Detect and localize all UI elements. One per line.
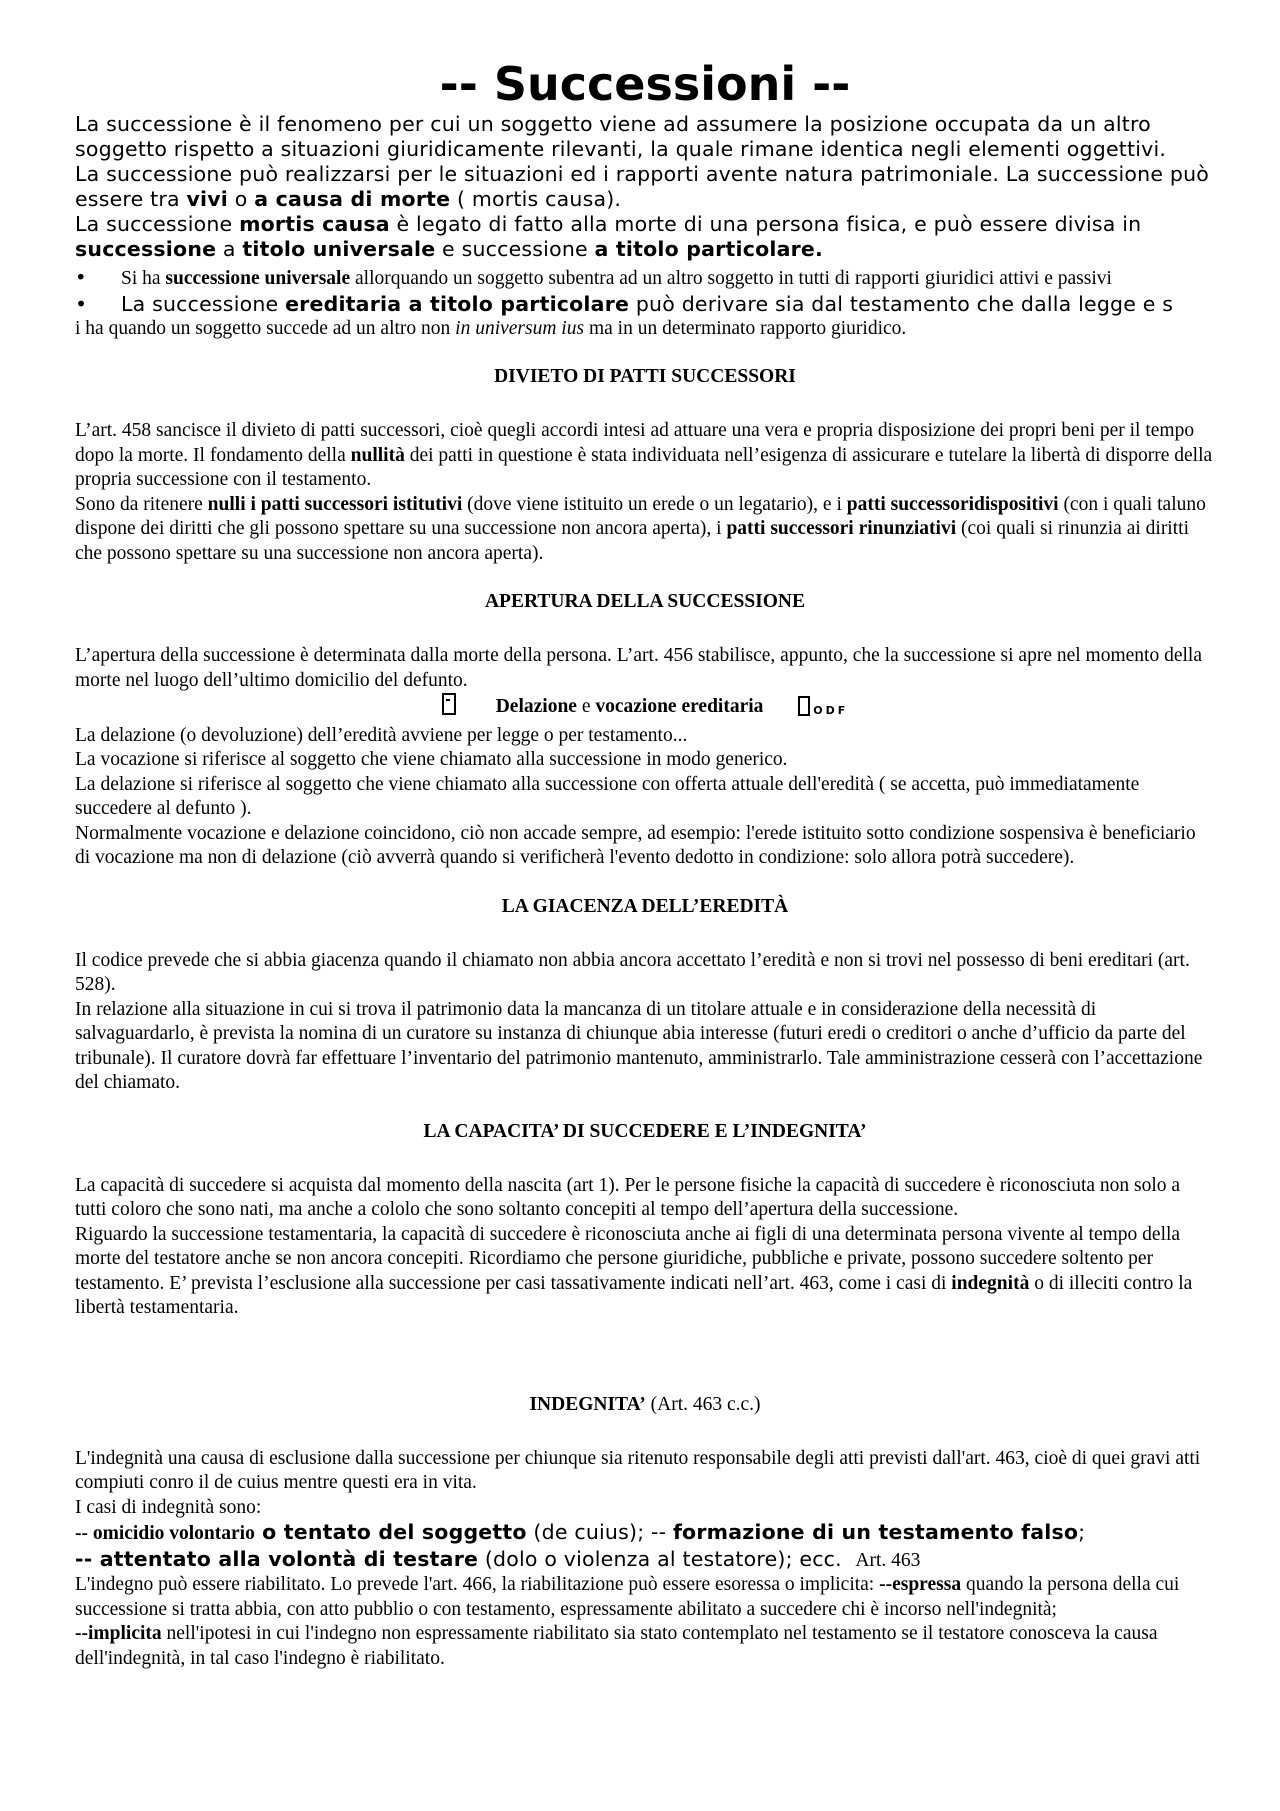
text: ; <box>1078 1520 1086 1544</box>
document-page <box>75 56 1215 1671</box>
bold-term: formazione di un testamento falso <box>672 1520 1079 1544</box>
text: (Art. 463 c.c.) <box>645 1393 761 1415</box>
bold-term: --implicita <box>75 1623 162 1644</box>
heading-capacita: LA CAPACITA’ DI SUCCEDERE E L’INDEGNITA’ <box>423 1120 867 1142</box>
bold-term: a causa di morte <box>254 187 451 211</box>
text: (coi quali si rinunzia ai diritti che possono spettare su una successione non ancora aperta). <box>75 518 1189 564</box>
text: (de cuius); -- <box>526 1520 673 1544</box>
bold-term: --espressa <box>879 1574 962 1595</box>
divieto-section <box>75 419 1215 566</box>
indegnita-paragraph-1: L'indegnità una causa di esclusione dalla successione per chiunque sia ritenuto responsabile degli atti previsti dall'art. 463, cioè di quei gravi atti compiuti conro il de cuius mentre questi era in vita. <box>75 1447 1201 1493</box>
text: nell'ipotesi in cui l'indegno non espressamente riabilitato sia stato contemplato nel testamento se il testatore conosceva la causa dell'indegnità, in tal caso l'indegno è riabilitato. <box>75 1623 1158 1669</box>
text: i ha quando un soggetto succede ad un altro non <box>75 317 456 339</box>
text: e <box>576 696 596 717</box>
text: Art. 463 <box>841 1549 921 1571</box>
text: Riguardo la successione testamentaria, la capacità di succedere è riconosciuta anche ai figli di una determinata persona vivente al tempo della morte del testatore anche se non ancora concepiti. Ricordiamo che persone giuridiche, pubbliche e private, possono succedere soltento per testamento. E’ prevista l’esclusione alla successione per casi tassativamente indicati nell’art. 463, come i casi di <box>75 1223 1181 1294</box>
intro-paragraph-3 <box>75 212 1215 262</box>
intro-paragraph-2 <box>75 162 1215 212</box>
apertura-section <box>75 644 1215 871</box>
text: (dove viene istituito un erede o un legatario), e i <box>462 493 847 515</box>
bold-term: patti successoridispositivi <box>846 493 1059 515</box>
heading-indegnita <box>75 1393 1215 1417</box>
bold-term: vocazione ereditaria <box>595 696 764 717</box>
bold-term: nulli i patti successori istitutivi <box>207 493 463 515</box>
bold-term: successione universale <box>165 268 351 289</box>
text: (con i quali taluno dispone dei diritti che gli possono spettare su una successione non ancora aperta), i <box>75 493 1206 539</box>
bullet-icon: • <box>75 266 87 289</box>
bullet-list <box>75 266 1215 341</box>
text: è legato di fatto alla morte di una persona fisica, e può essere divisa in <box>389 212 1142 236</box>
text: rapporti giuridici <box>854 267 995 289</box>
text: attivi e passivi <box>994 268 1112 289</box>
apertura-paragraph-4: La delazione si riferisce al soggetto che viene chiamato alla successione con offerta attuale dell'eredità ( se accetta, può immediatamente succedere al defunto ). <box>75 773 1140 819</box>
indegnita-case-2 <box>75 1547 1215 1574</box>
text: o <box>228 187 255 211</box>
pdf-label: ODF <box>813 704 849 717</box>
bold-term: vivi <box>186 187 229 211</box>
apertura-paragraph-2: La delazione (o devoluzione) dell’eredità avviene per legge o per testamento... <box>75 724 688 746</box>
text: ma in un determinato rapporto giuridico. <box>584 317 907 339</box>
bullet-text <box>121 266 1112 292</box>
heading-giacenza: LA GIACENZA DELL’EREDITÀ <box>501 895 789 917</box>
intro-section <box>75 112 1215 262</box>
indegnita-paragraph-2: I casi di indegnità sono: <box>75 1496 262 1518</box>
text: La successione può realizzarsi per le situazioni ed i rapporti avente natura patrimoniale. La successione può essere tra <box>75 162 1210 211</box>
text: a <box>216 237 243 261</box>
bullet-line <box>75 292 1215 317</box>
indegnita-section <box>75 1447 1215 1672</box>
text: Sono da ritenere <box>75 493 208 515</box>
bold-term: nullità <box>350 444 405 466</box>
italic-term: in universum ius <box>455 317 585 339</box>
text: L’art. 458 sancisce il divieto di patti successori, cioè quegli accordi intesi ad attuare una vera e propria disposizione dei propri beni per il tempo dopo la morte. Il fondamento della <box>75 420 1195 466</box>
text: dei patti in questione è stata individuata nell’esigenza di assicurare e tutelare la libertà di disporre della propria successione con il testamento. <box>75 444 1213 490</box>
heading-divieto: DIVIETO DI PATTI SUCCESSORI <box>494 366 796 387</box>
bold-term: Delazione <box>495 696 577 717</box>
text: può derivare sia dal testamento che dalla legge e s <box>629 291 1174 316</box>
pdf-icon[interactable] <box>798 696 848 724</box>
capacita-paragraph-2 <box>75 1223 1215 1321</box>
divieto-paragraph-1 <box>75 419 1215 493</box>
bold-term: -- omicidio volontario <box>75 1523 255 1544</box>
indegnita-case-1 <box>75 1520 1215 1547</box>
text: (dolo o violenza al testatore); ecc. <box>478 1546 842 1571</box>
bold-term: successione <box>75 237 217 261</box>
text: L'indegno può essere riabilitato. Lo prevede l'art. 466, la riabilitazione può essere esoressa o implicita: <box>75 1574 880 1595</box>
indegnita-paragraph-4 <box>75 1622 1215 1671</box>
giacenza-paragraph-1: Il codice prevede che si abbia giacenza quando il chiamato non abbia ancora accettato l’eredità e non si trovi nel possesso di beni ereditari (art. 528). <box>75 949 1190 995</box>
giacenza-section <box>75 949 1215 1096</box>
bullet-continuation <box>75 317 1215 342</box>
bold-term: indegnità <box>951 1272 1030 1294</box>
bold-term: mortis causa <box>239 212 390 236</box>
bold-term: o tentato del soggetto <box>254 1520 527 1544</box>
page-title: -- Successioni -- <box>439 57 851 111</box>
bullet-text <box>121 292 1173 317</box>
capacita-paragraph-1: La capacità di succedere si acquista dal momento della nascita (art 1). Per le persone fisiche la capacità di succedere è riconosciuta non solo a tutti coloro che sono nati, ma anche a cololo che sono soltanto concepiti al tempo dell’apertura della successione. <box>75 1174 1181 1220</box>
text: allorquando un soggetto subentra ad un altro soggetto in tutti di <box>350 268 855 289</box>
list-item <box>75 266 1215 292</box>
giacenza-paragraph-2: In relazione alla situazione in cui si trova il patrimonio data la mancanza di un titolare attuale e in considerazione della necessità di salvaguardarlo, è prevista la nomina di un curatore su instanza di chiunque abia interesse (futuri eredi o creditori o anche d’ufficio da parte del tribunale). Il curatore dovrà far effettuare l’inventario del patrimonio mantenuto, amministrarlo. Tale amministrazione cesserà con l’accettazione del chiamato. <box>75 998 1203 1093</box>
intro-paragraph-1: La successione è il fenomeno per cui un soggetto viene ad assumere la posizione occupata da un altro soggetto rispetto a situazioni giuridicamente rilevanti, la quale rimane identica negli elementi oggettivi. <box>75 112 1167 161</box>
indegnita-paragraph-3 <box>75 1573 1215 1622</box>
divieto-paragraph-2 <box>75 493 1215 567</box>
text: La successione <box>121 291 286 316</box>
bold-term: titolo universale <box>242 237 436 261</box>
text: INDEGNITA’ <box>529 1393 646 1415</box>
bold-term: ereditaria a titolo particolare <box>285 291 630 316</box>
text: e successione <box>435 237 595 261</box>
heading-apertura: APERTURA DELLA SUCCESSIONE <box>484 591 806 612</box>
delazione-subheading <box>75 693 1215 724</box>
list-item <box>75 292 1215 342</box>
apertura-paragraph-3: La vocazione si riferisce al soggetto che viene chiamato alla successione in modo generico. <box>75 749 788 770</box>
capacita-section <box>75 1174 1215 1321</box>
text: La successione <box>75 212 240 236</box>
text: Si ha <box>121 268 166 289</box>
apertura-paragraph-5: Normalmente vocazione e delazione coincidono, ciò non accade sempre, ad esempio: l'erede istituito sotto condizione sospensiva è beneficiario di vocazione ma non di delazione (ciò avverrà quando si verificherà l'evento dedotto in condizione: solo allora potrà succedere). <box>75 822 1196 868</box>
bold-term: patti successori rinunziativi <box>726 518 957 539</box>
bold-term: a titolo particolare. <box>594 237 824 261</box>
apertura-paragraph-1: L’apertura della successione è determinata dalla morte della persona. L’art. 456 stabilisce, appunto, che la successione si apre nel momento della morte nel luogo dell’ultimo domicilio del defunto. <box>75 645 1202 691</box>
text: o di illeciti contro la libertà testamentaria. <box>75 1272 1193 1318</box>
text: ( mortis causa). <box>450 187 622 211</box>
bold-term: -- attentato alla volontà di testare <box>75 1546 479 1571</box>
document-icon <box>442 693 456 715</box>
bullet-icon: • <box>75 291 88 316</box>
text: quando la persona della cui successione si tratta abbia, con atto pubblio o con testamento, espressamente abilitato a succedere chi è incorso nell'indegnità; <box>75 1574 1180 1620</box>
